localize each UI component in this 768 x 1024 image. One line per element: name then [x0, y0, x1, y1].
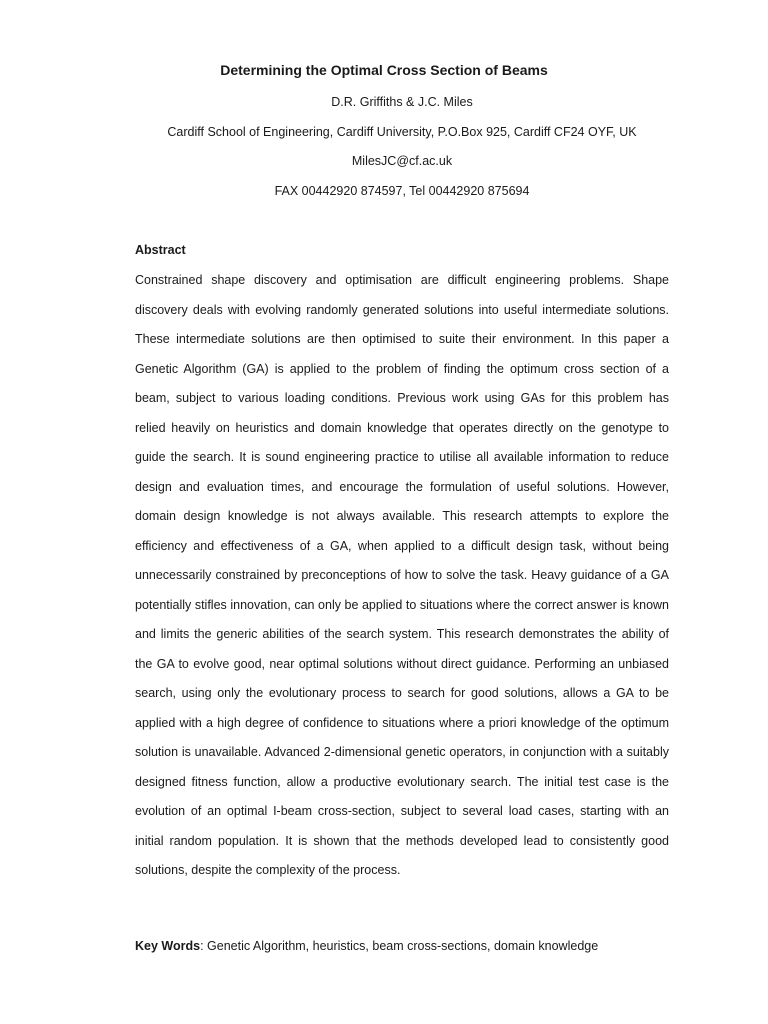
- abstract-line: discovery deals with evolving randomly generated solutions into useful intermediate solutions.: [135, 302, 669, 317]
- abstract-line: domain design knowledge is not always available. This research attempts to explore the: [135, 509, 669, 523]
- paper-authors: D.R. Griffiths & J.C. Miles: [331, 95, 473, 109]
- abstract-line: solution is unavailable. Advanced 2-dimensional genetic operators, in conjunction with a suitably: [135, 745, 669, 759]
- abstract-line: guide the search. It is sound engineering practice to utilise all available information to reduce: [135, 450, 669, 464]
- abstract-line: designed fitness function, allow a productive evolutionary search. The initial test case is the: [135, 774, 669, 789]
- abstract-line: unnecessarily constrained by preconceptions of how to solve the task. Heavy guidance of a GA: [135, 568, 669, 582]
- keywords-text: : Genetic Algorithm, heuristics, beam cross-sections, domain knowledge: [200, 939, 599, 953]
- paper-title: Determining the Optimal Cross Section of Beams: [220, 62, 548, 78]
- abstract-line: the GA to evolve good, near optimal solutions without direct guidance. Performing an unbiased: [135, 656, 669, 671]
- abstract-heading: Abstract: [135, 243, 186, 257]
- paper-email: MilesJC@cf.ac.uk: [351, 154, 453, 168]
- abstract-line: design and evaluation times, and encourage the formulation of useful solutions. However,: [135, 479, 669, 494]
- abstract-line: Constrained shape discovery and optimisation are difficult engineering problems. Shape: [135, 273, 669, 287]
- abstract-line: potentially stifles innovation, can only be applied to situations where the correct answer is known: [135, 597, 669, 612]
- abstract-line: beam, subject to various loading conditions. Previous work using GAs for this problem has: [135, 391, 669, 405]
- abstract-line: relied heavily on heuristics and domain knowledge that operates directly on the genotype to: [135, 420, 669, 435]
- abstract-line: applied with a high degree of confidence to situations where a priori knowledge of the optimum: [135, 715, 669, 730]
- paper-contact: FAX 00442920 874597, Tel 00442920 875694: [274, 184, 530, 198]
- abstract-line: search, using only the evolutionary process to search for good solutions, allows a GA to be: [135, 686, 669, 700]
- abstract-line: These intermediate solutions are then optimised to suite their environment. In this paper a: [135, 332, 669, 346]
- paper-affiliation: Cardiff School of Engineering, Cardiff University, P.O.Box 925, Cardiff CF24 OYF, UK: [167, 125, 637, 139]
- keywords: [135, 937, 598, 955]
- abstract-line: initial random population. It is shown that the methods developed lead to consistently good: [135, 833, 669, 848]
- abstract-body: [135, 266, 669, 886]
- abstract-line: solutions, despite the complexity of the process.: [135, 863, 401, 877]
- keywords-label: Key Words: [135, 939, 201, 953]
- abstract-line: Genetic Algorithm (GA) is applied to the problem of finding the optimum cross section of a: [135, 361, 669, 376]
- abstract-line: and limits the generic abilities of the search system. This research demonstrates the ability of: [135, 627, 669, 641]
- abstract-line: evolution of an optimal I-beam cross-section, subject to several load cases, starting with an: [135, 804, 669, 818]
- abstract-line: efficiency and effectiveness of a GA, when applied to a difficult design task, without being: [135, 538, 669, 553]
